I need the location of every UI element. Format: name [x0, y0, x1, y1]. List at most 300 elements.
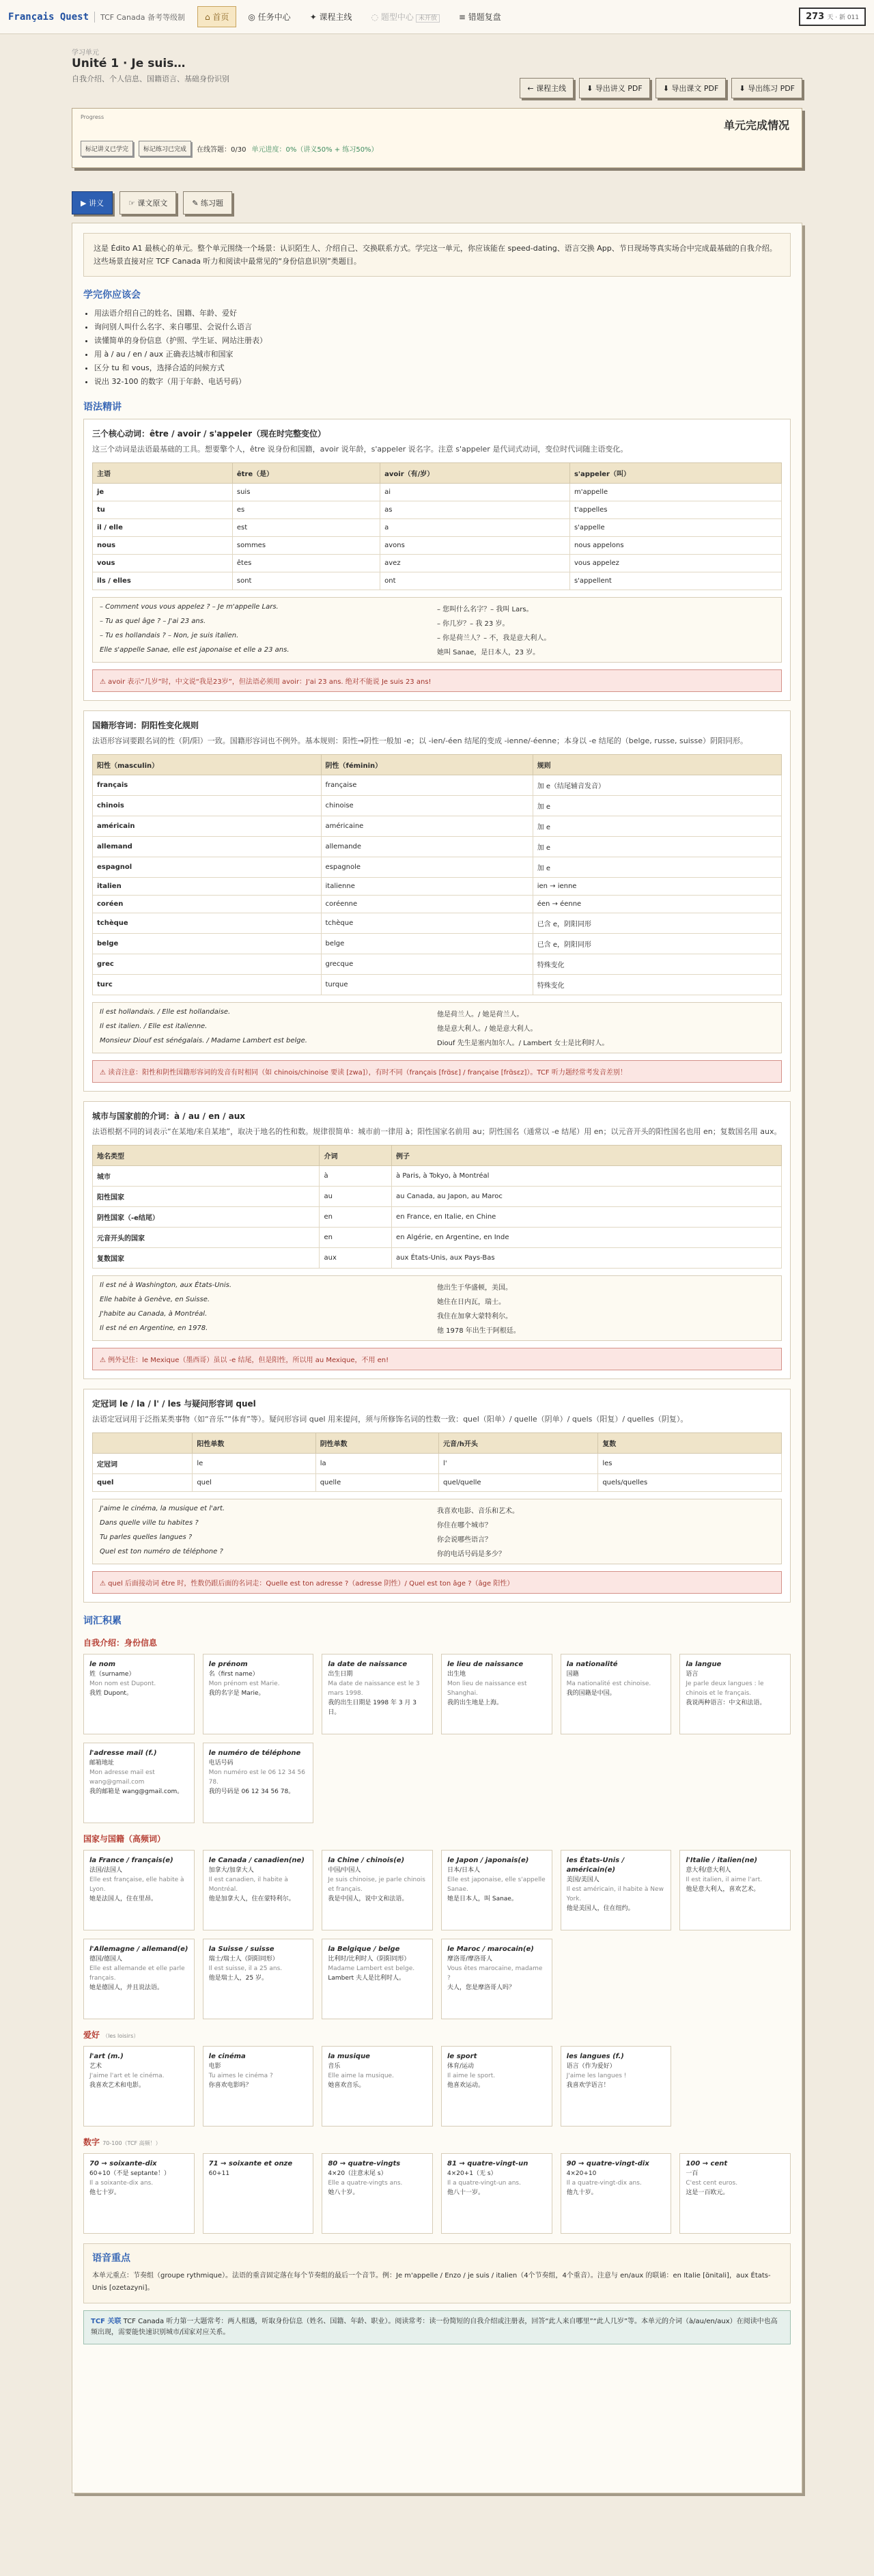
goals-list	[83, 307, 791, 389]
table-cell: quel/quelle	[439, 1474, 598, 1492]
table-row	[93, 837, 782, 857]
tab-notes[interactable]: ▶ 讲义	[72, 191, 113, 214]
table-header-cell: 阳性（masculin）	[93, 755, 322, 775]
table-cell: au Canada, au Japon, au Maroc	[392, 1187, 782, 1207]
vocab-card	[83, 1939, 195, 2019]
vocab-translation: 他八十一岁。	[447, 2189, 485, 2196]
table-row	[93, 1187, 782, 1207]
vocab-cards	[83, 1654, 791, 1823]
table-header-cell: 介词	[320, 1146, 392, 1166]
example-box	[92, 1499, 782, 1564]
vocab-chinese: 体育/运动	[447, 2063, 475, 2070]
example-translation: 他 1978 年出生于阿根廷。	[437, 1327, 520, 1335]
progress-title: 单元完成情况	[723, 119, 789, 132]
example-translation: 他出生于华盛顿，美国。	[437, 1284, 512, 1292]
table-header-cell: s'appeler（叫）	[569, 463, 781, 484]
grammar-description: 法语根据不同的词表示“在某地/来自某地”，取决于地名的性和数。规律很简单：城市前一律用 à；阳性国家名前用 au；阴性国名（通常以 -e 结尾）用 en；以元音开头的阳性国名也用 en；复数国名用 aux。	[92, 1127, 782, 1136]
table-row	[93, 878, 782, 896]
vocab-translation: 她是德国人，并且说法语。	[89, 1984, 164, 1991]
streak-label: 天 · 新 011	[827, 14, 859, 21]
vocab-chinese: 邮箱地址	[89, 1760, 115, 1767]
vocab-french: l'Allemagne / allemand(e)	[89, 1945, 188, 1953]
table-cell: aux	[320, 1248, 392, 1269]
table-cell: éen → éenne	[533, 896, 781, 913]
vocab-card	[441, 2153, 552, 2234]
goal-item: • 用 à / au / en / aux 正确表达城市和国家	[94, 348, 791, 361]
table-cell: 加 e	[533, 796, 781, 816]
vocab-french: la France / français(e)	[89, 1857, 173, 1864]
content-tabs	[72, 191, 802, 214]
table-cell: au	[320, 1187, 392, 1207]
table-cell: as	[380, 501, 570, 519]
table-cell: grecque	[321, 954, 533, 975]
vocab-card	[561, 1850, 672, 1930]
vocab-translation: 我的号码是 06 12 34 56 78。	[208, 1788, 295, 1795]
vocab-translation: 我的邮箱是 wang@gmail.com。	[89, 1788, 184, 1795]
example-french: Quel est ton numéro de téléphone ?	[100, 1548, 223, 1555]
example-translation: 你会说哪些语言？	[437, 1536, 492, 1544]
example-french: Elle s'appelle Sanae, elle est japonaise et elle a 23 ans.	[100, 646, 290, 654]
vocab-chinese: 加拿大/加拿大人	[208, 1867, 254, 1874]
vocab-chinese: 瑞士/瑞士人（阴阳同形）	[208, 1956, 279, 1963]
header-actions	[520, 46, 802, 102]
table-cell: ai	[380, 484, 570, 501]
vocab-french: la langue	[686, 1661, 722, 1668]
page-title: Unité 1 · Je suis…	[72, 57, 186, 70]
table-cell: ils / elles	[93, 572, 233, 590]
streak-value: 273	[806, 12, 825, 22]
table-header-row	[93, 1146, 782, 1166]
vocab-chinese: 比利时/比利时人（阴阳同形）	[328, 1956, 410, 1963]
vocab-card	[322, 1850, 433, 1930]
vocab-card	[679, 1850, 791, 1930]
vocab-chinese: 4×20+10	[566, 2170, 597, 2177]
vocab-card	[322, 2046, 433, 2127]
vocab-chinese: 意大利/意大利人	[686, 1867, 731, 1874]
progress-panel	[72, 108, 802, 168]
vocab-chinese: 60+10（不是 septante！）	[89, 2170, 171, 2177]
progress-label: Progress	[81, 114, 104, 120]
goals-heading: 学完你应该会	[83, 290, 141, 301]
grammar-title: 三个核心动词：être / avoir / s'appeler（现在时完整变位）	[92, 429, 326, 439]
table-cell: français	[93, 775, 322, 796]
table-cell: coréen	[93, 896, 322, 913]
vocab-chinese: 语言（作为爱好）	[566, 2063, 616, 2070]
export-notes-pdf-button[interactable]: ⬇ 导出讲义 PDF	[579, 78, 650, 98]
vocab-card	[203, 1850, 314, 1930]
table-row	[93, 555, 782, 572]
vocab-translation: 她喜欢音乐。	[328, 2082, 365, 2089]
example-translation: 她住在日内瓦，瑞士。	[437, 1299, 505, 1306]
vocab-translation: Lambert 夫人是比利时人。	[328, 1975, 405, 1982]
vocab-chinese: 国籍	[566, 1671, 579, 1678]
nav-question-types-label: ◌ 题型中心	[371, 12, 414, 22]
grammar-card	[83, 710, 791, 1092]
grammar-table	[92, 1432, 782, 1492]
table-header-row	[93, 1433, 782, 1454]
vocab-french: les langues (f.)	[566, 2053, 624, 2060]
table-row	[93, 1166, 782, 1187]
vocab-french: 71 → soixante et onze	[208, 2160, 293, 2168]
table-cell: en France, en Italie, en Chine	[392, 1207, 782, 1228]
vocab-hobbies-title: 爱好	[83, 2030, 100, 2040]
vocab-translation: 她是法国人，住在里昂。	[89, 1896, 158, 1902]
example-translation: Diouf 先生是塞内加尔人。/ Lambert 女士是比利时人。	[437, 1040, 609, 1047]
vocab-french: 90 → quatre-vingt-dix	[566, 2160, 649, 2168]
nav-home[interactable]: ⌂ 首页	[197, 6, 236, 27]
app-logo[interactable]: Français Quest	[8, 11, 89, 23]
grammar-card	[83, 419, 791, 701]
vocab-french: les États-Unis / américain(e)	[566, 1857, 625, 1874]
vocab-french: le sport	[447, 2053, 477, 2060]
vocab-card	[203, 2046, 314, 2127]
vocab-french: l'adresse mail (f.)	[89, 1749, 157, 1757]
main-nav	[197, 6, 509, 27]
grammar-title: 国籍形容词：阴阳性变化规则	[92, 721, 199, 730]
table-cell: 复数国家	[93, 1248, 320, 1269]
vocab-chinese: 出生日期	[328, 1671, 353, 1678]
tcf-text: TCF Canada 听力第一大题常考：两人相遇，听取身份信息（姓名、国籍、年龄、职业）。阅读常考：读一份简短的自我介绍或注册表，回答“此人来自哪里”“此人几岁”等。本单元的介词（à/au/en/aux）在阅读中也高频出现，需要能快速识别城市/国家对应关系。	[91, 2318, 778, 2336]
example-french: Il est né à Washington, aux États-Unis.	[100, 1282, 232, 1289]
grammar-heading: 语法精讲	[83, 402, 122, 413]
streak-counter	[799, 8, 866, 26]
warning-note: ⚠ quel 后面接动词 être 时，性数仍跟后面的名词走：Quelle est ton adresse ?（adresse 阴性）/ Quel est ton âge ?（âge 阳性）	[92, 1571, 782, 1594]
vocab-example: Elle est japonaise, elle s'appelle Sanae.	[447, 1876, 546, 1893]
grammar-card	[83, 1389, 791, 1603]
grammar-card	[83, 1101, 791, 1379]
export-exercises-pdf-button[interactable]: ⬇ 导出练习 PDF	[731, 78, 802, 98]
table-header-cell: être（是）	[232, 463, 380, 484]
vocab-chinese: 电影	[208, 2063, 221, 2070]
vocab-translation: 我说两种语言：中文和法语。	[686, 1700, 766, 1706]
vocab-chinese: 法国/法国人	[89, 1867, 123, 1874]
table-cell: vous	[93, 555, 233, 572]
table-cell: quels/quelles	[598, 1474, 782, 1492]
table-cell: à	[320, 1166, 392, 1187]
table-cell: nous appelons	[569, 537, 781, 555]
example-french: – Tu es hollandais ? – Non, je suis italien.	[100, 632, 239, 639]
vocab-card	[679, 1654, 791, 1734]
table-cell: espagnole	[321, 857, 533, 878]
vocab-chinese: 名（first name）	[208, 1671, 259, 1678]
vocab-card	[83, 1654, 195, 1734]
vocab-countries-heading: 国家与国籍（高频词）	[83, 1834, 166, 1844]
table-cell: avez	[380, 555, 570, 572]
table-row	[93, 1248, 782, 1269]
tcf-label: TCF 关联	[91, 2318, 122, 2325]
example-translation: 他是意大利人。/ 她是意大利人。	[437, 1025, 537, 1033]
table-cell: quelle	[315, 1474, 438, 1492]
page-subtitle: 自我介绍、个人信息、国籍语言、基础身份识别	[72, 74, 229, 83]
vocab-translation: 我的出生地是上海。	[447, 1700, 503, 1706]
vocab-card	[441, 1654, 552, 1734]
example-french: Il est hollandais. / Elle est hollandaise.	[100, 1008, 231, 1016]
table-row	[93, 501, 782, 519]
vocab-translation: 他是意大利人，喜欢艺术。	[686, 1886, 760, 1893]
vocab-translation: 我的出生日期是 1998 年 3 月 3 日。	[328, 1700, 417, 1716]
export-text-pdf-button[interactable]: ⬇ 导出课文 PDF	[656, 78, 727, 98]
vocab-french: le Japon / japonais(e)	[447, 1857, 529, 1864]
vocab-translation: 我喜欢学语言！	[566, 2082, 610, 2089]
vocab-card	[322, 1939, 433, 2019]
mark-notes-done-button[interactable]: 标记讲义已学完	[81, 141, 133, 156]
vocab-example: Tu aimes le cinéma ?	[208, 2073, 273, 2079]
example-french: Monsieur Diouf est sénégalais. / Madame Lambert est belge.	[100, 1037, 307, 1044]
table-row	[93, 1454, 782, 1474]
vocab-translation: 他是加拿大人，住在蒙特利尔。	[208, 1896, 295, 1902]
example-french: – Tu as quel âge ? – J'ai 23 ans.	[100, 618, 206, 625]
table-cell: américaine	[321, 816, 533, 837]
top-navigation-bar	[0, 0, 874, 34]
table-cell: tchèque	[321, 913, 533, 934]
vocab-card	[83, 1743, 195, 1823]
example-french: – Comment vous vous appelez ? – Je m'appelle Lars.	[100, 603, 279, 611]
table-cell: 加 e	[533, 816, 781, 837]
notes-content	[72, 223, 802, 2493]
table-row	[93, 896, 782, 913]
table-cell: le	[193, 1454, 315, 1474]
table-cell: en	[320, 1228, 392, 1248]
mark-exercises-done-button[interactable]: 标记练习已完成	[139, 141, 191, 156]
vocab-chinese: 中国/中国人	[328, 1867, 361, 1874]
vocab-chinese: 美国/美国人	[566, 1876, 600, 1883]
table-cell: 定冠词	[93, 1454, 193, 1474]
table-row	[93, 975, 782, 995]
example-translation: – 你几岁？– 我 23 岁。	[437, 620, 509, 628]
table-row	[93, 775, 782, 796]
example-translation: – 您叫什么名字？– 我叫 Lars。	[437, 606, 533, 613]
table-cell: quel	[193, 1474, 315, 1492]
vocab-chinese: 音乐	[328, 2063, 341, 2070]
vocab-example: Il est canadien, il habite à Montréal.	[208, 1876, 288, 1893]
vocab-french: 100 → cent	[686, 2160, 728, 2168]
vocab-translation: 我是中国人，说中文和法语。	[328, 1896, 408, 1902]
vocab-example: Il est italien, il aime l'art.	[686, 1876, 763, 1883]
table-cell: 阳性国家	[93, 1187, 320, 1207]
table-cell: quel	[93, 1474, 193, 1492]
grammar-title: 定冠词 le / la / l' / les 与疑问形容词 quel	[92, 1399, 256, 1409]
table-row	[93, 572, 782, 590]
vocab-french: le lieu de naissance	[447, 1661, 524, 1668]
table-cell: suis	[232, 484, 380, 501]
unit-intro: 这是 Édito A1 最核心的单元。整个单元围绕一个场景：认识陌生人、介绍自己、交换联系方式。学完这一单元，你应该能在 speed-dating、语言交换 App、节日现场等真实场合中完成最基础的自我介绍。这些场景直接对应 TCF Canada 听力和阅读中最常见的“身份信息识别”类题目。	[83, 233, 791, 277]
pronunciation-text: 本单元重点：节奏组（groupe rythmique）。法语的重音固定落在每个节奏组的最后一个音节。例：Je m'appelle / Enzo / je suis / italien（4个节奏组，4个重音）。注意与 en/aux 的联诵：en Italie [ɑ̃nitali]，aux États-Unis [ozetazyni]。	[92, 2272, 771, 2292]
vocab-hobbies-heading	[83, 2029, 791, 2040]
vocab-cards	[83, 2046, 791, 2127]
table-cell: tchèque	[93, 913, 322, 934]
progress-row	[81, 141, 793, 156]
vocab-translation: 她是日本人，叫 Sanae。	[447, 1896, 518, 1902]
vocab-card	[441, 1850, 552, 1930]
vocab-french: 70 → soixante-dix	[89, 2160, 157, 2168]
vocab-example: Mon numéro est le 06 12 34 56 78.	[208, 1769, 305, 1786]
not-open-badge: 未开放	[416, 14, 440, 23]
back-to-course-button[interactable]: ← 课程主线	[520, 78, 574, 98]
pronunciation-heading: 语音重点	[92, 2253, 130, 2264]
example-french: Il est né en Argentine, en 1978.	[100, 1325, 208, 1332]
table-cell: allemand	[93, 837, 322, 857]
table-cell: en Algérie, en Argentine, en Inde	[392, 1228, 782, 1248]
vocab-cards	[83, 2153, 791, 2234]
vocab-card	[83, 2046, 195, 2127]
vocab-french: la nationalité	[566, 1661, 618, 1668]
vocab-translation: 我的国籍是中国。	[566, 1690, 616, 1697]
vocab-french: la Chine / chinois(e)	[328, 1857, 405, 1864]
table-header-row	[93, 755, 782, 775]
table-cell: ont	[380, 572, 570, 590]
vocab-chinese: 4×20+1（无 s）	[447, 2170, 497, 2177]
vocab-french: l'Italie / italien(ne)	[686, 1857, 758, 1864]
grammar-description: 法语定冠词用于泛指某类事物（如“音乐”“体育”等）。疑问形容词 quel 用来提问，须与所修饰名词的性数一致：quel（阳单）/ quelle（阴单）/ quels（阳复）/ quelles（阴复）。	[92, 1415, 688, 1424]
table-row	[93, 537, 782, 555]
unit-kicker: 学习单元	[72, 49, 99, 57]
vocab-numbers-tag: 70-100（TCF 高频！）	[102, 2140, 161, 2146]
vocab-example: Il aime le sport.	[447, 2073, 496, 2079]
vocab-translation: 你喜欢电影吗？	[208, 2082, 252, 2089]
vocab-french: la musique	[328, 2053, 370, 2060]
table-cell: 城市	[93, 1166, 320, 1187]
table-cell: sommes	[232, 537, 380, 555]
vocab-french: le numéro de téléphone	[208, 1749, 301, 1757]
vocab-chinese: 姓（surname）	[89, 1671, 135, 1678]
table-cell: il / elle	[93, 519, 233, 537]
goal-item: • 读懂简单的身份信息（护照、学生证、网站注册表）	[94, 334, 791, 348]
table-cell: nous	[93, 537, 233, 555]
table-cell: sont	[232, 572, 380, 590]
table-cell: m'appelle	[569, 484, 781, 501]
vocab-card	[561, 1654, 672, 1734]
vocab-chinese: 电话号码	[208, 1760, 234, 1767]
vocab-translation: 我喜欢艺术和电影。	[89, 2082, 145, 2089]
vocab-example: Mon adresse mail est wang@gmail.com	[89, 1769, 155, 1786]
example-french: J'aime le cinéma, la musique et l'art.	[100, 1505, 225, 1512]
vocab-identity-heading: 自我介绍：身份信息	[83, 1638, 158, 1648]
table-cell: italienne	[321, 878, 533, 896]
vocab-example: J'aime les langues !	[566, 2073, 627, 2079]
table-cell: s'appelle	[569, 519, 781, 537]
table-cell: 元音开头的国家	[93, 1228, 320, 1248]
vocab-numbers-title: 数字	[83, 2137, 100, 2147]
grammar-table	[92, 1145, 782, 1269]
example-translation: 她叫 Sanae，是日本人，23 岁。	[437, 649, 540, 656]
example-translation: 他是荷兰人。/ 她是荷兰人。	[437, 1011, 524, 1019]
table-header-cell: 阴性单数	[315, 1433, 438, 1454]
table-header-cell: 阳性单数	[193, 1433, 315, 1454]
vocab-example: Elle aime la musique.	[328, 2073, 394, 2079]
example-french: Elle habite à Genève, en Suisse.	[100, 1296, 210, 1303]
vocab-example: Il est suisse, il a 25 ans.	[208, 1965, 283, 1972]
example-french: J'habite au Canada, à Montréal.	[100, 1310, 208, 1318]
example-translation: – 你是荷兰人？– 不，我是意大利人。	[437, 635, 551, 642]
unit-progress-rate: 单元进度：0%（讲义50% + 练习50%）	[251, 146, 378, 154]
grammar-table	[92, 462, 782, 590]
vocab-card	[441, 1939, 552, 2019]
table-cell: 加 e	[533, 857, 781, 878]
vocab-example: Ma nationalité est chinoise.	[566, 1680, 651, 1687]
vocab-translation: 她八十岁。	[328, 2189, 359, 2196]
table-cell: 特殊变化	[533, 975, 781, 995]
vocab-translation: 他七十岁。	[89, 2189, 121, 2196]
example-translation: 我喜欢电影、音乐和艺术。	[437, 1508, 519, 1515]
warning-note: ⚠ 例外记住：le Mexique（墨西哥）虽以 -e 结尾，但是阳性，所以用 au Mexique，不用 en!	[92, 1348, 782, 1370]
tab-original-text[interactable]: ☞ 课文原文	[119, 191, 176, 214]
table-cell: es	[232, 501, 380, 519]
table-cell: est	[232, 519, 380, 537]
vocab-chinese: 德国/德国人	[89, 1956, 123, 1963]
vocab-french: la Suisse / suisse	[208, 1945, 274, 1953]
goal-item: • 用法语介绍自己的姓名、国籍、年龄、爱好	[94, 307, 791, 320]
vocab-french: le nom	[89, 1661, 116, 1668]
table-header-cell: 规则	[533, 755, 781, 775]
table-cell: 已含 e，阴阳同形	[533, 934, 781, 954]
table-cell: tu	[93, 501, 233, 519]
vocab-example: Je parle deux langues : le chinois et le français.	[686, 1680, 764, 1697]
vocab-french: l'art (m.)	[89, 2053, 124, 2060]
vocab-card	[203, 1939, 314, 2019]
table-cell: les	[598, 1454, 782, 1474]
tcf-link-box	[83, 2310, 791, 2344]
example-box	[92, 1002, 782, 1053]
table-cell: s'appellent	[569, 572, 781, 590]
table-cell: 特殊变化	[533, 954, 781, 975]
vocab-example: C'est cent euros.	[686, 2180, 738, 2187]
table-header-row	[93, 463, 782, 484]
nav-course[interactable]: ✦ 课程主线	[309, 12, 352, 22]
vocab-example: Mon lieu de naissance est Shanghai.	[447, 1680, 527, 1697]
table-cell: je	[93, 484, 233, 501]
vocab-french: 80 → quatre-vingts	[328, 2160, 401, 2168]
table-cell: 加 e（结尾辅音发音）	[533, 775, 781, 796]
vocab-example: Il est américain, il habite à New York.	[566, 1886, 664, 1902]
vocab-chinese: 日本/日本人	[447, 1867, 481, 1874]
table-cell: à Paris, à Tokyo, à Montréal	[392, 1166, 782, 1187]
goal-item: • 区分 tu 和 vous，选择合适的问候方式	[94, 361, 791, 375]
table-row	[93, 796, 782, 816]
vocab-translation: 他是瑞士人，25 岁。	[208, 1975, 268, 1982]
vocab-translation: 夫人，您是摩洛哥人吗？	[447, 1984, 516, 1991]
vocab-chinese: 摩洛哥/摩洛哥人	[447, 1956, 493, 1963]
table-row	[93, 857, 782, 878]
vocab-example: J'aime l'art et le cinéma.	[89, 2073, 165, 2079]
vocab-chinese: 语言	[686, 1671, 699, 1678]
vocab-chinese: 出生地	[447, 1671, 466, 1678]
example-french: Il est italien. / Elle est italienne.	[100, 1023, 208, 1030]
table-cell: t'appelles	[569, 501, 781, 519]
nav-tasks[interactable]: ◎ 任务中心	[248, 12, 291, 22]
table-cell: allemande	[321, 837, 533, 857]
vocab-example: Elle est allemande et elle parle français.	[89, 1965, 185, 1982]
grammar-title: 城市与国家前的介词：à / au / en / aux	[92, 1111, 246, 1121]
table-cell: italien	[93, 878, 322, 896]
vocab-example: Madame Lambert est belge.	[328, 1965, 415, 1972]
vocab-french: le prénom	[208, 1661, 248, 1668]
nav-review[interactable]: ≡ 错题复盘	[458, 12, 501, 22]
vocab-example: Elle est française, elle habite à Lyon.	[89, 1876, 184, 1893]
vocab-translation: 我的名字是 Marie。	[208, 1690, 265, 1697]
vocab-translation: 他是美国人，住在纽约。	[566, 1905, 634, 1912]
table-cell: turque	[321, 975, 533, 995]
tab-exercises[interactable]: ✎ 练习题	[183, 191, 232, 214]
table-header-cell: 例子	[392, 1146, 782, 1166]
vocab-card	[83, 1850, 195, 1930]
example-french: Tu parles quelles langues ?	[100, 1534, 193, 1541]
warning-note: ⚠ avoir 表示“几岁”时，中文说“我是23岁”，但法语必须用 avoir：J'ai 23 ans. 绝对不能说 Je suis 23 ans!	[92, 669, 782, 692]
vocab-card	[441, 2046, 552, 2127]
grammar-table	[92, 754, 782, 995]
table-cell: 阴性国家（-e结尾）	[93, 1207, 320, 1228]
vocab-card	[203, 1654, 314, 1734]
vocab-example: Il a soixante-dix ans.	[89, 2180, 154, 2187]
